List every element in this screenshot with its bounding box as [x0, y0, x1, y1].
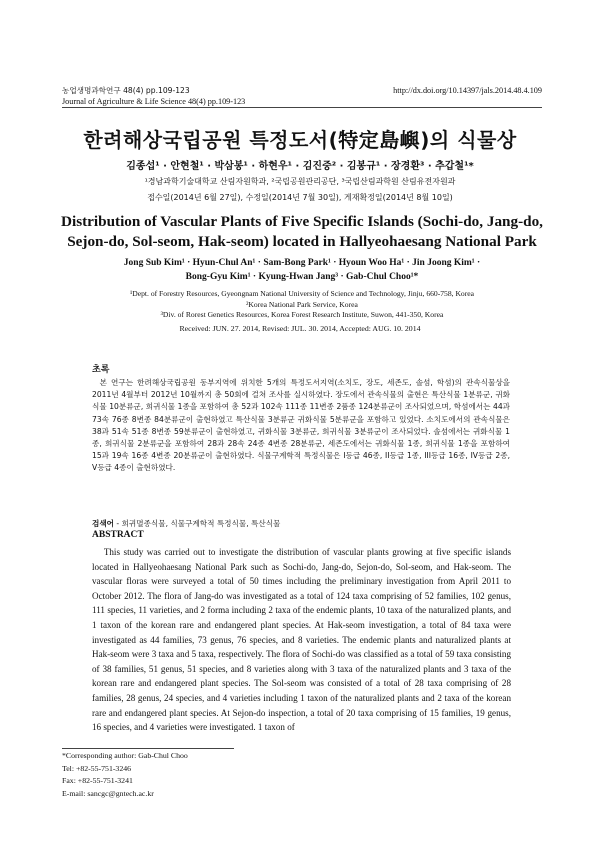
korean-abstract-heading: 초록: [92, 365, 110, 375]
korean-authors: 김종섭¹ · 안현철¹ · 박삼봉¹ · 하현우¹ · 김진중² · 김봉규¹ · 장경환³ · 추갑철¹*: [126, 161, 474, 172]
english-dates: Received: JUN. 27. 2014, Revised: JUL. 30. 2014, Accepted: AUG. 10. 2014: [179, 324, 421, 333]
affiliation-3: ³Div. of Rorest Genetics Resources, Korea Forest Research Institute, Suwon, 441-350, Korea: [160, 310, 444, 319]
keywords: [92, 518, 280, 529]
english-affiliations: [70, 289, 534, 321]
affiliation-2: ²Korea National Park Service, Korea: [246, 299, 358, 309]
fax: Fax: +82-55-751-3241: [62, 776, 133, 785]
korean-abstract: 본 연구는 한려해상국립공원 동부지역에 위치한 5개의 특정도서지역(소치도, 장도, 세존도, 솔섬, 학섬)의 관속식물상을 2011년 4월부터 2012년 10월까지 총 50회에 걸쳐 조사를 실시하였다. 장도에서 관속식물의 출현은 특산식물 1분류군, 귀화식물 10분류군, 희귀식물 1종을 포함하여 총 52과 102속 111종 11변종 2품종 124분류군이 조사되었으며, 학섬에서는 44과 73속 76종 8변종 84분류군이 출현하였고 특산식물 3분류군 귀화식물 5분류군을 포함하고 있었다. 소치도에서의 관속식물은 38과 51속 51종 8변종 59분류군이 출현하였고, 귀화식물 3분류군, 희귀식물 3분류군이 조사되었다. 솔섬에서는 귀화식물 1종, 희귀식물 2분류군을 포함하여 28과 28속 24종 4변종 28분류군, 세존도에서는 귀화식물 1종, 희귀식물 1종을 포함하여 15과 19속 16종 4변종 20분류군이 출현하였다. 식물구계학적 특정식물은 I등급 46종, II등급 1종, III등급 16종, IV등급 2종, V등급 4종이 출현하였다.: [92, 378, 510, 473]
email[interactable]: E-mail: sancgc@gntech.ac.kr: [62, 788, 154, 798]
footnote-divider: [62, 748, 234, 749]
english-authors: [70, 257, 534, 284]
english-abstract-heading: ABSTRACT: [92, 530, 144, 540]
english-authors-line1: Jong Sub Kim¹ · Hyun-Chul An¹ · Sam-Bong Park¹ · Hyoun Woo Ha¹ · Jin Joong Kim¹ ·: [123, 258, 481, 268]
keywords-list: - 희귀멸종식물, 식물구계학적 특정식물, 특산식물: [114, 519, 281, 528]
running-header: [62, 86, 542, 96]
keywords-label: 검색어: [92, 519, 115, 528]
telephone: Tel: +82-55-751-3246: [62, 763, 132, 773]
korean-affiliations: ¹경남과학기술대학교 산림자원학과, ²국립공원관리공단, ³국립산림과학원 산림유전자원과: [144, 177, 456, 186]
header-divider: [62, 107, 542, 108]
affiliation-1: ¹Dept. of Forestry Resources, Gyeongnam National University of Science and Technology, Jinju, 660-758, Korea: [129, 289, 475, 298]
korean-title: 한려해상국립공원 특정도서(特定島嶼)의 식물상: [83, 128, 517, 152]
english-authors-line2: Bong-Gyu Kim¹ · Kyung-Hwan Jang³ · Gab-Chul Choo¹*: [185, 271, 419, 282]
english-abstract: This study was carried out to investigate the distribution of vascular plants growing at five specific islands located in Hallyeohaesang National Park such as Sochi-do, Jang-do, Sejon-do, Sol-seom, and Hak-seom. The vascular floras were surveyed a total of 50 times including the preliminary investigation from April 2011 to October 2012. The flora of Jang-do was investigated as a total of 124 taxa comprising of 52 families, 102 genus, 111 species, 11 varieties, and 2 forma including 2 taxa of the endemic plants, 10 taxa of the naturalized plants, and 1 taxon of the korean rare and endangered plant species. At Hak-seom investigation, a total of 84 taxa were investigated as 44 families, 73 genus, 76 species, and 8 varieties. The endemic plants and naturalized plants at Hak-seom were 3 taxa and 5 taxa, respectively. The flora of Sochi-do was classified as a total of 59 taxa consisting of 38 families, 51 genus, 51 species, and 8 varieties along with 3 taxa of the naturalized plants and 3 taxa of the korean rare and endangered plant species. The Sol-seom was consisted of a total of 28 taxa comprising of 28 families, 28 genus, 24 species, and 4 varieties including 1 taxon of the naturalized plants and 2 taxa of the korean rare and endangered plant species. At Sejon-do inspection, a total of 20 taxa comprising of 15 families, 19 genus, 16 species, and 4 varieties were investigated. 1 taxon of: [92, 547, 511, 733]
english-title: Distribution of Vascular Plants of Five Specific Islands (Sochi-do, Jang-do, Sejon-do, Sol-seom, Hak-seom) located in Hallyeohaesang National Park: [61, 213, 543, 250]
journal-ko-citation: 농업생명과학연구 48(4) pp.109-123: [62, 86, 190, 95]
korean-dates: 접수일(2014년 6월 27일), 수정일(2014년 7월 30일), 게재확정일(2014년 8월 10일): [147, 193, 453, 202]
journal-en-citation: Journal of Agriculture & Life Science 48(4) pp.109-123: [62, 97, 246, 106]
corresponding-author: *Corresponding author: Gab-Chul Choo: [62, 751, 188, 760]
doi-link[interactable]: http://dx.doi.org/10.14397/jals.2014.48.4.109: [393, 86, 542, 95]
footnote: [62, 750, 188, 800]
